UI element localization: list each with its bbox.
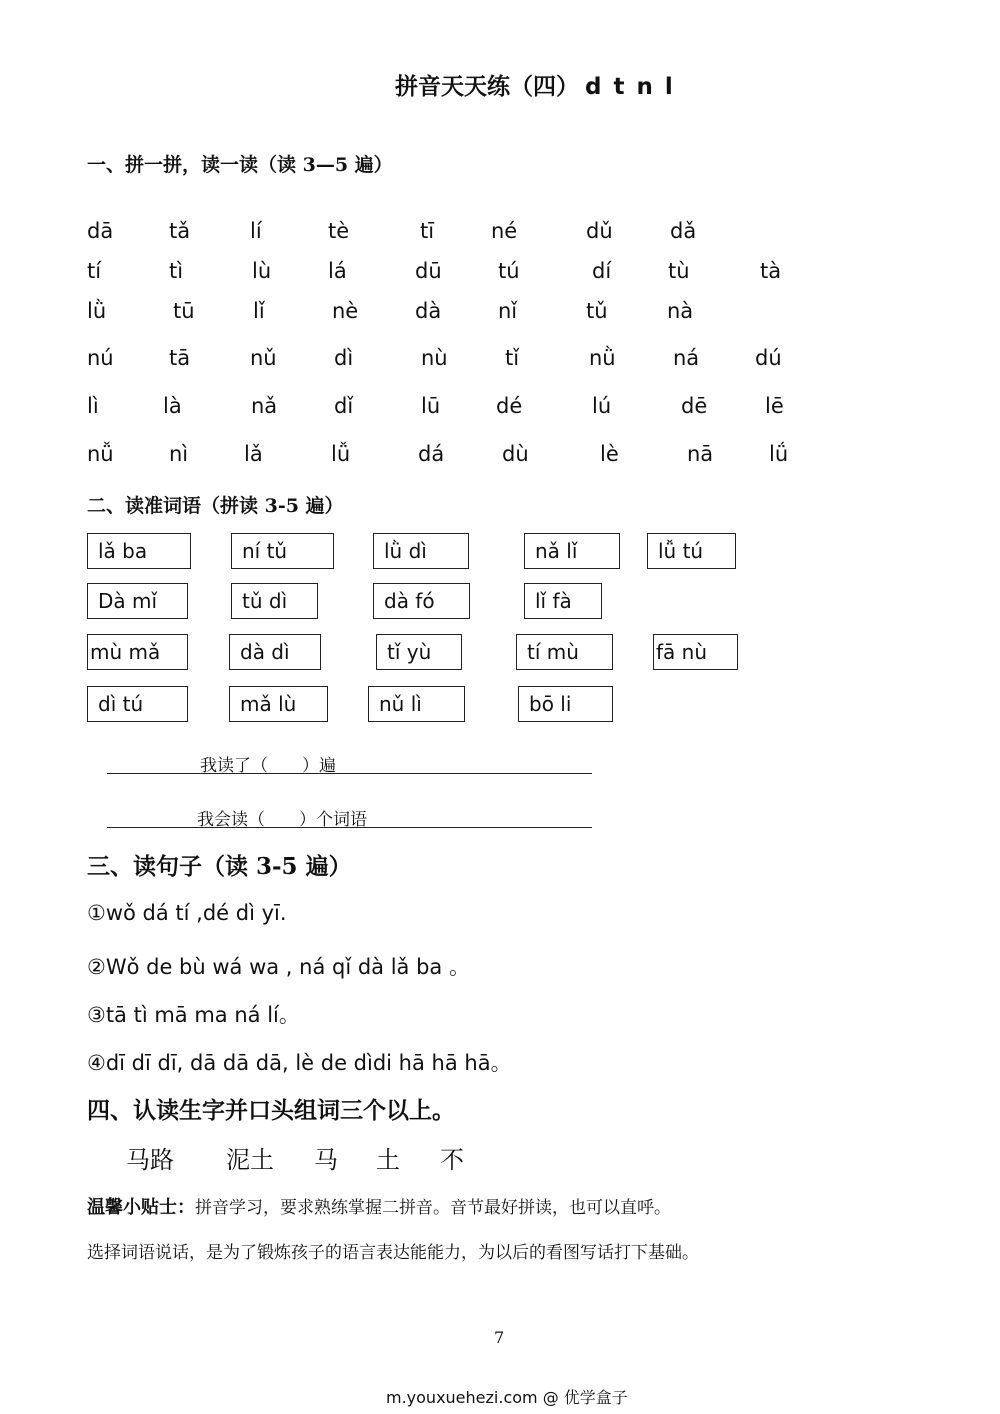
pinyin-syllable: tí: [87, 259, 102, 283]
pinyin-syllable: dá: [418, 442, 445, 466]
section3-heading: 三、读句子（读 3-5 遍）: [87, 853, 352, 880]
pinyin-syllable: tā: [169, 346, 191, 370]
pinyin-syllable: lǐ: [253, 299, 265, 323]
word-box: tǐ yù: [376, 634, 462, 670]
section1-heading: 一、拼一拼，读一读（读 3—5 遍）: [87, 154, 393, 176]
word-box: lǎ ba: [87, 533, 191, 569]
pinyin-syllable: nǜ: [589, 346, 616, 370]
word-box: mù mǎ: [87, 634, 188, 670]
char-item: 马: [314, 1146, 338, 1174]
pinyin-syllable: dē: [681, 394, 708, 418]
word-box: Dà mǐ: [87, 583, 188, 619]
read-count-line: 我读了（ ）遍: [200, 756, 336, 776]
sentence-1: ①wǒ dá tí ,dé dì yī.: [87, 901, 287, 925]
word-box: mǎ lù: [229, 686, 328, 722]
pinyin-syllable: tǐ: [505, 346, 520, 370]
char-item: 马路: [126, 1146, 174, 1174]
pinyin-syllable: nǚ: [87, 442, 114, 466]
pinyin-syllable: ná: [673, 346, 700, 370]
word-box: dà fó: [373, 583, 470, 619]
pinyin-syllable: dé: [496, 394, 523, 418]
pinyin-syllable: lù: [252, 259, 272, 283]
page-title: [395, 68, 675, 101]
pinyin-syllable: dí: [592, 259, 612, 283]
char-item: 泥土: [226, 1146, 274, 1174]
footer-watermark: m.youxuehezi.com @ 优学盒子: [386, 1388, 628, 1407]
word-box: fā nù: [653, 634, 738, 670]
pinyin-syllable: lí: [250, 219, 262, 243]
word-box: dà dì: [229, 634, 321, 670]
pinyin-syllable: tù: [668, 259, 690, 283]
pinyin-syllable: nú: [87, 346, 114, 370]
pinyin-syllable: nà: [667, 299, 694, 323]
word-box: nǎ lǐ: [524, 533, 620, 569]
page-number: 7: [494, 1328, 505, 1347]
pinyin-syllable: là: [163, 394, 182, 418]
tips-line-1: [87, 1193, 671, 1219]
pinyin-syllable: dù: [502, 442, 529, 466]
section4-heading: 四、认读生字并口头组词三个以上。: [87, 1097, 455, 1124]
title-text: 拼音天天练（四）: [395, 73, 579, 100]
word-box: lǐ fà: [524, 583, 602, 619]
pinyin-syllable: tū: [173, 299, 195, 323]
pinyin-syllable: lǎ: [244, 442, 263, 466]
pinyin-syllable: lū: [421, 394, 441, 418]
pinyin-syllable: lè: [600, 442, 619, 466]
pinyin-syllable: tú: [498, 259, 520, 283]
pinyin-syllable: tī: [420, 219, 435, 243]
word-box: tǔ dì: [231, 583, 318, 619]
word-box: bō li: [518, 686, 613, 722]
pinyin-syllable: dǔ: [586, 219, 613, 243]
pinyin-syllable: tǎ: [169, 219, 191, 243]
pinyin-syllable: nǐ: [498, 299, 518, 323]
word-box: tí mù: [516, 634, 613, 670]
word-count-line: 我会读（ ）个词语: [197, 810, 367, 830]
underline: [107, 773, 592, 774]
pinyin-syllable: dǎ: [670, 219, 697, 243]
pinyin-syllable: nā: [687, 442, 714, 466]
sentence-4: ④dī dī dī, dā dā dā, lè de dìdi hā hā hā。: [87, 1051, 512, 1075]
sentence-2: ②Wǒ de bù wá wa , ná qǐ dà lǎ ba 。: [87, 955, 470, 979]
word-box: ní tǔ: [231, 533, 334, 569]
pinyin-syllable: né: [491, 219, 518, 243]
sentence-3: ③tā tì mā ma ná lí。: [87, 1003, 300, 1027]
pinyin-syllable: tè: [328, 219, 350, 243]
word-box: lǚ tú: [647, 533, 736, 569]
char-item: 不: [440, 1146, 464, 1174]
pinyin-syllable: dú: [755, 346, 782, 370]
pinyin-syllable: lē: [765, 394, 784, 418]
title-letters: d t n l: [585, 74, 675, 100]
pinyin-syllable: lá: [328, 259, 347, 283]
pinyin-syllable: lú: [592, 394, 612, 418]
pinyin-syllable: lì: [87, 394, 99, 418]
pinyin-syllable: dū: [415, 259, 442, 283]
underline: [107, 827, 592, 828]
pinyin-syllable: dǐ: [334, 394, 354, 418]
pinyin-syllable: tì: [169, 259, 184, 283]
pinyin-syllable: nè: [332, 299, 359, 323]
pinyin-syllable: lǘ: [769, 442, 789, 466]
char-item: 土: [376, 1146, 400, 1174]
pinyin-syllable: tǔ: [586, 299, 608, 323]
pinyin-syllable: nù: [421, 346, 448, 370]
tips-line-2: 选择词语说话，是为了锻炼孩子的语言表达能能力，为以后的看图写话打下基础。: [87, 1243, 699, 1263]
word-box: dì tú: [87, 686, 188, 722]
pinyin-syllable: nǎ: [251, 394, 278, 418]
tips-label: 温馨小贴士：: [87, 1197, 195, 1218]
pinyin-syllable: nì: [169, 442, 189, 466]
pinyin-syllable: lǚ: [331, 442, 351, 466]
pinyin-syllable: dì: [334, 346, 354, 370]
pinyin-syllable: lǜ: [87, 299, 107, 323]
pinyin-syllable: dā: [87, 219, 114, 243]
pinyin-syllable: nǔ: [250, 346, 277, 370]
section2-heading: 二、读准词语（拼读 3-5 遍）: [87, 495, 344, 517]
tips-text-1: 拼音学习，要求熟练掌握二拼音。音节最好拼读，也可以直呼。: [195, 1198, 671, 1218]
word-box: lǜ dì: [373, 533, 469, 569]
pinyin-syllable: dà: [415, 299, 442, 323]
pinyin-syllable: tà: [760, 259, 782, 283]
word-box: nǔ lì: [368, 686, 465, 722]
